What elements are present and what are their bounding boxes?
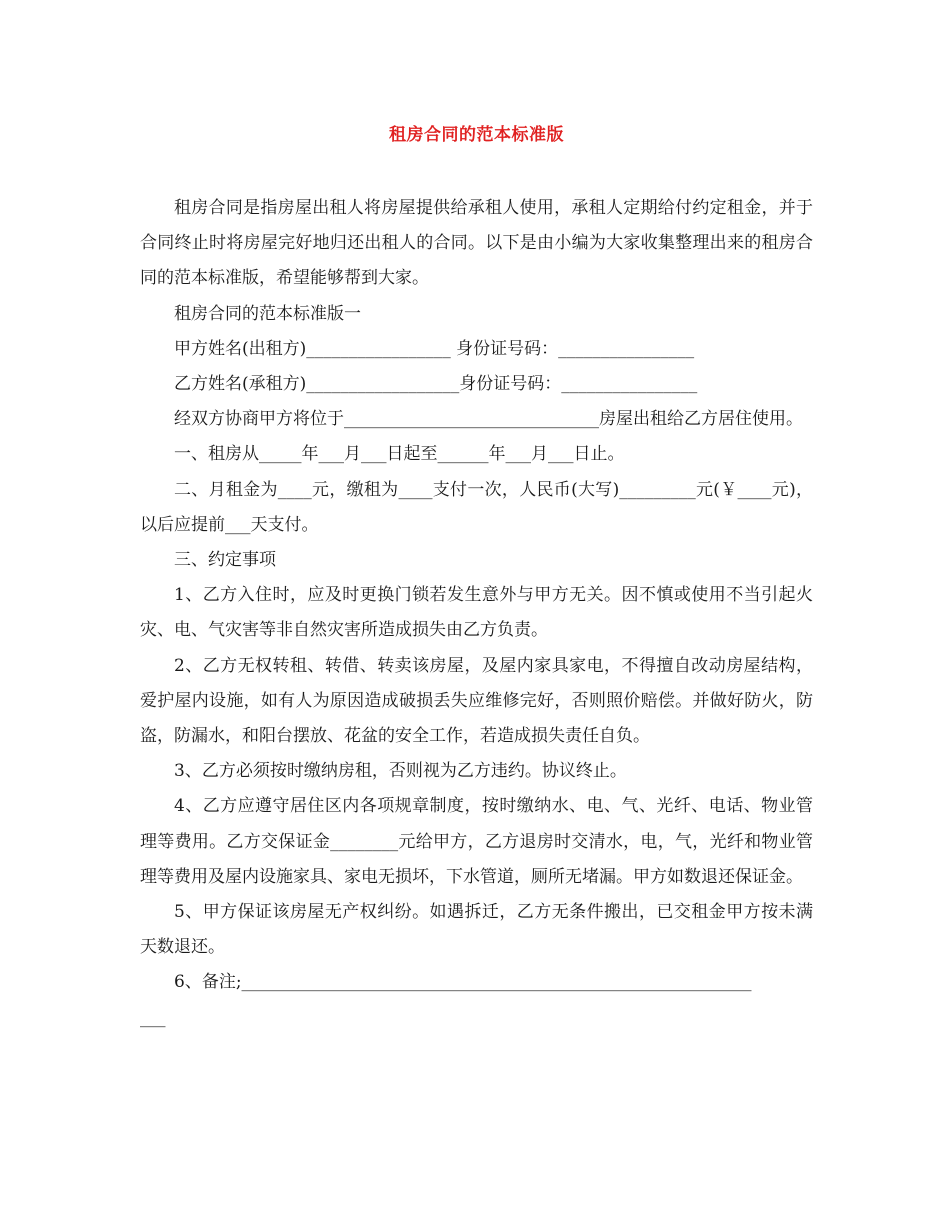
document-title: 租房合同的范本标准版	[389, 125, 564, 145]
party-b-line: 乙方姓名(承租方)__________________身份证号码：________________	[174, 374, 698, 395]
document-body	[140, 191, 813, 1036]
term-item-6-remarks: 6、备注;____________________________________________________________	[174, 972, 752, 993]
term-item-2: 2、乙方无权转租、转借、转卖该房屋，及屋内家具家电，不得擅自改动房屋结构，爱护屋内设施，如有人为原因造成破损丢失应维修完好，否则照价赔偿。并做好防火，防盗，防漏水，和阳台摆放、花盆的安全工作，若造成损失责任自负。	[140, 655, 813, 747]
term-item-5: 5、甲方保证该房屋无产权纠纷。如遇拆迁，乙方无条件搬出，已交租金甲方按未满天数退还。	[140, 902, 813, 958]
clause-rent: 二、月租金为____元，缴租为____支付一次，人民币(大写)_________元(￥____元)，以后应提前___天支付。	[140, 479, 813, 535]
party-a-line: 甲方姓名(出租方)_________________ 身份证号码：________________	[174, 338, 695, 359]
term-item-4: 4、乙方应遵守居住区内各项规章制度，按时缴纳水、电、气、光纤、电话、物业管理等费用。乙方交保证金________元给甲方，乙方退房时交清水，电，气，光纤和物业管理等费用及屋内设施家具、家电无损坏，下水管道，厕所无堵漏。甲方如数退还保证金。	[140, 796, 813, 887]
clause-heading-terms: 三、约定事项	[174, 550, 276, 571]
intro-paragraph: 租房合同是指房屋出租人将房屋提供给承租人使用，承租人定期给付约定租金，并于合同终止时将房屋完好地归还出租人的合同。以下是由小编为大家收集整理出来的租房合同的范本标准版，希望能够帮到大家。	[140, 198, 813, 289]
term-item-3: 3、乙方必须按时缴纳房租，否则视为乙方违约。协议终止。	[174, 761, 627, 782]
property-location-clause: 经双方协商甲方将位于______________________________房屋出租给乙方居住使用。	[174, 409, 803, 430]
section-heading: 租房合同的范本标准版一	[174, 303, 361, 324]
clause-term: 一、租房从_____年___月___日起至______年___月___日止。	[174, 444, 625, 465]
remarks-continuation: ___	[140, 1007, 166, 1028]
term-item-1: 1、乙方入住时，应及时更换门锁若发生意外与甲方无关。因不慎或使用不当引起火灾、电、气灾害等非自然灾害所造成损失由乙方负责。	[140, 585, 813, 641]
